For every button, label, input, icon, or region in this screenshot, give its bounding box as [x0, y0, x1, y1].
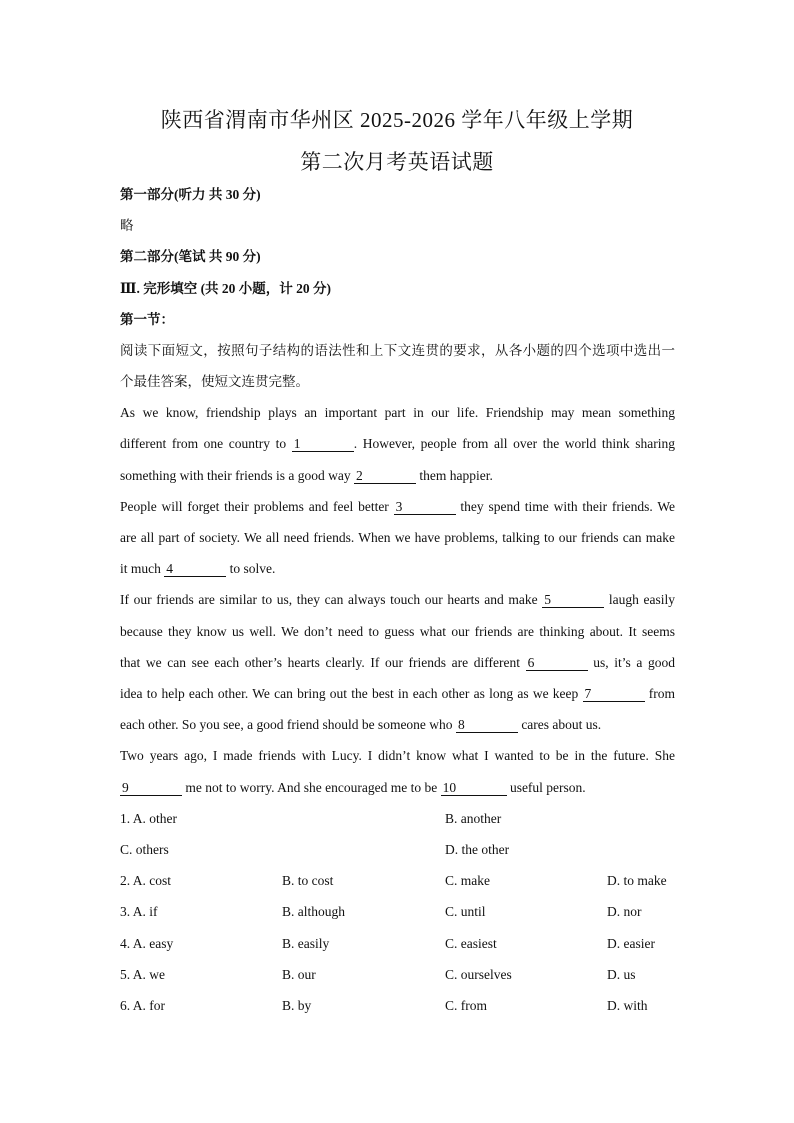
blank-9: 9	[120, 780, 182, 796]
q5-option-c: C. ourselves	[445, 967, 512, 982]
q5-option-b: B. our	[282, 967, 316, 982]
passage-text: each other. So you see, a good friend should be someone who	[120, 717, 456, 732]
q3-option-c: C. until	[445, 904, 486, 919]
passage-text: different from one country to	[120, 436, 292, 451]
q1-option-a: 1. A. other	[120, 811, 177, 826]
passage-text: cares about us.	[517, 717, 602, 732]
passage-text: them happier.	[415, 468, 493, 483]
passage-text: If our friends are similar to us, they can always touch our hearts and make	[120, 592, 543, 607]
blank-5: 5	[542, 592, 604, 608]
blank-3: 3	[394, 499, 456, 515]
blank-10: 10	[441, 780, 507, 796]
passage-text: they spend time with their friends. We	[455, 499, 676, 514]
q6-option-b: B. by	[282, 998, 312, 1013]
passage-line	[120, 715, 675, 735]
q1-option-d: D. the other	[445, 842, 510, 857]
passage-line	[120, 778, 675, 798]
passage-text: me not to worry. And she encouraged me to be	[182, 780, 441, 795]
passage-text: that we can see each other’s hearts clearly. If our friends are different	[120, 655, 526, 670]
passage-line	[120, 466, 675, 486]
passage-text: it much	[120, 561, 165, 576]
section3-heading: Ⅲ. 完形填空 (共 20 小题，计 20 分)	[120, 281, 332, 296]
part2-heading: 第二部分(笔试 共 90 分)	[120, 249, 261, 264]
q3-option-b: B. although	[282, 904, 345, 919]
passage-line: Two years ago, I made friends with Lucy. I didn’t know what I wanted to be in the future. She	[120, 748, 675, 763]
q1-option-c: C. others	[120, 842, 169, 857]
passage-line	[120, 434, 675, 454]
passage-line: because they know us well. We don’t need to guess what our friends are thinking about. It seems	[120, 624, 675, 639]
blank-1: 1	[292, 436, 354, 452]
exam-title-line2: 第二次月考英语试题	[300, 150, 494, 174]
q5-option-d: D. us	[607, 967, 636, 982]
instructions-line1: 阅读下面短文，按照句子结构的语法性和上下文连贯的要求，从各小题的四个选项中选出一	[120, 343, 675, 358]
q3-option-d: D. nor	[607, 904, 642, 919]
q2-option-b: B. to cost	[282, 873, 334, 888]
q6-option-c: C. from	[445, 998, 487, 1013]
part1-note: 略	[120, 218, 134, 233]
blank-7: 7	[583, 686, 645, 702]
instructions-line2: 个最佳答案，使短文连贯完整。	[120, 374, 309, 389]
passage-text: something with their friends is a good way	[120, 468, 354, 483]
part1-heading: 第一部分(听力 共 30 分)	[120, 187, 261, 202]
passage-line: As we know, friendship plays an important part in our life. Friendship may mean something	[120, 405, 675, 420]
blank-4: 4	[164, 561, 226, 577]
passage-line	[120, 590, 675, 610]
passage-text: from	[644, 686, 675, 701]
passage-text: People will forget their problems and feel better	[120, 499, 394, 514]
passage-text: laugh easily	[604, 592, 675, 607]
q4-option-a: 4. A. easy	[120, 936, 174, 951]
q2-option-a: 2. A. cost	[120, 873, 172, 888]
exam-title-line1: 陕西省渭南市华州区 2025-2026 学年八年级上学期	[160, 108, 634, 132]
q4-option-d: D. easier	[607, 936, 655, 951]
q6-option-a: 6. A. for	[120, 998, 165, 1013]
q4-option-b: B. easily	[282, 936, 330, 951]
blank-2: 2	[354, 468, 416, 484]
q2-option-d: D. to make	[607, 873, 667, 888]
q6-option-d: D. with	[607, 998, 648, 1013]
passage-line	[120, 653, 675, 673]
blank-8: 8	[456, 717, 518, 733]
blank-6: 6	[526, 655, 588, 671]
passage-line: are all part of society. We all need friends. When we have problems, talking to our friends can make	[120, 530, 675, 545]
q2-option-c: C. make	[445, 873, 490, 888]
passage-line	[120, 497, 675, 517]
q4-option-c: C. easiest	[445, 936, 497, 951]
passage-line	[120, 684, 675, 704]
q3-option-a: 3. A. if	[120, 904, 158, 919]
passage-text: idea to help each other. We can bring out the best in each other as long as we keep	[120, 686, 583, 701]
passage-text: to solve.	[226, 561, 276, 576]
passage-text: useful person.	[506, 780, 586, 795]
passage-line	[120, 559, 675, 579]
q5-option-a: 5. A. we	[120, 967, 165, 982]
subsection-heading: 第一节：	[120, 312, 174, 327]
passage-text: us, it’s a good	[587, 655, 675, 670]
passage-text: . However, people from all over the world think sharing	[353, 436, 675, 451]
q1-option-b: B. another	[445, 811, 502, 826]
